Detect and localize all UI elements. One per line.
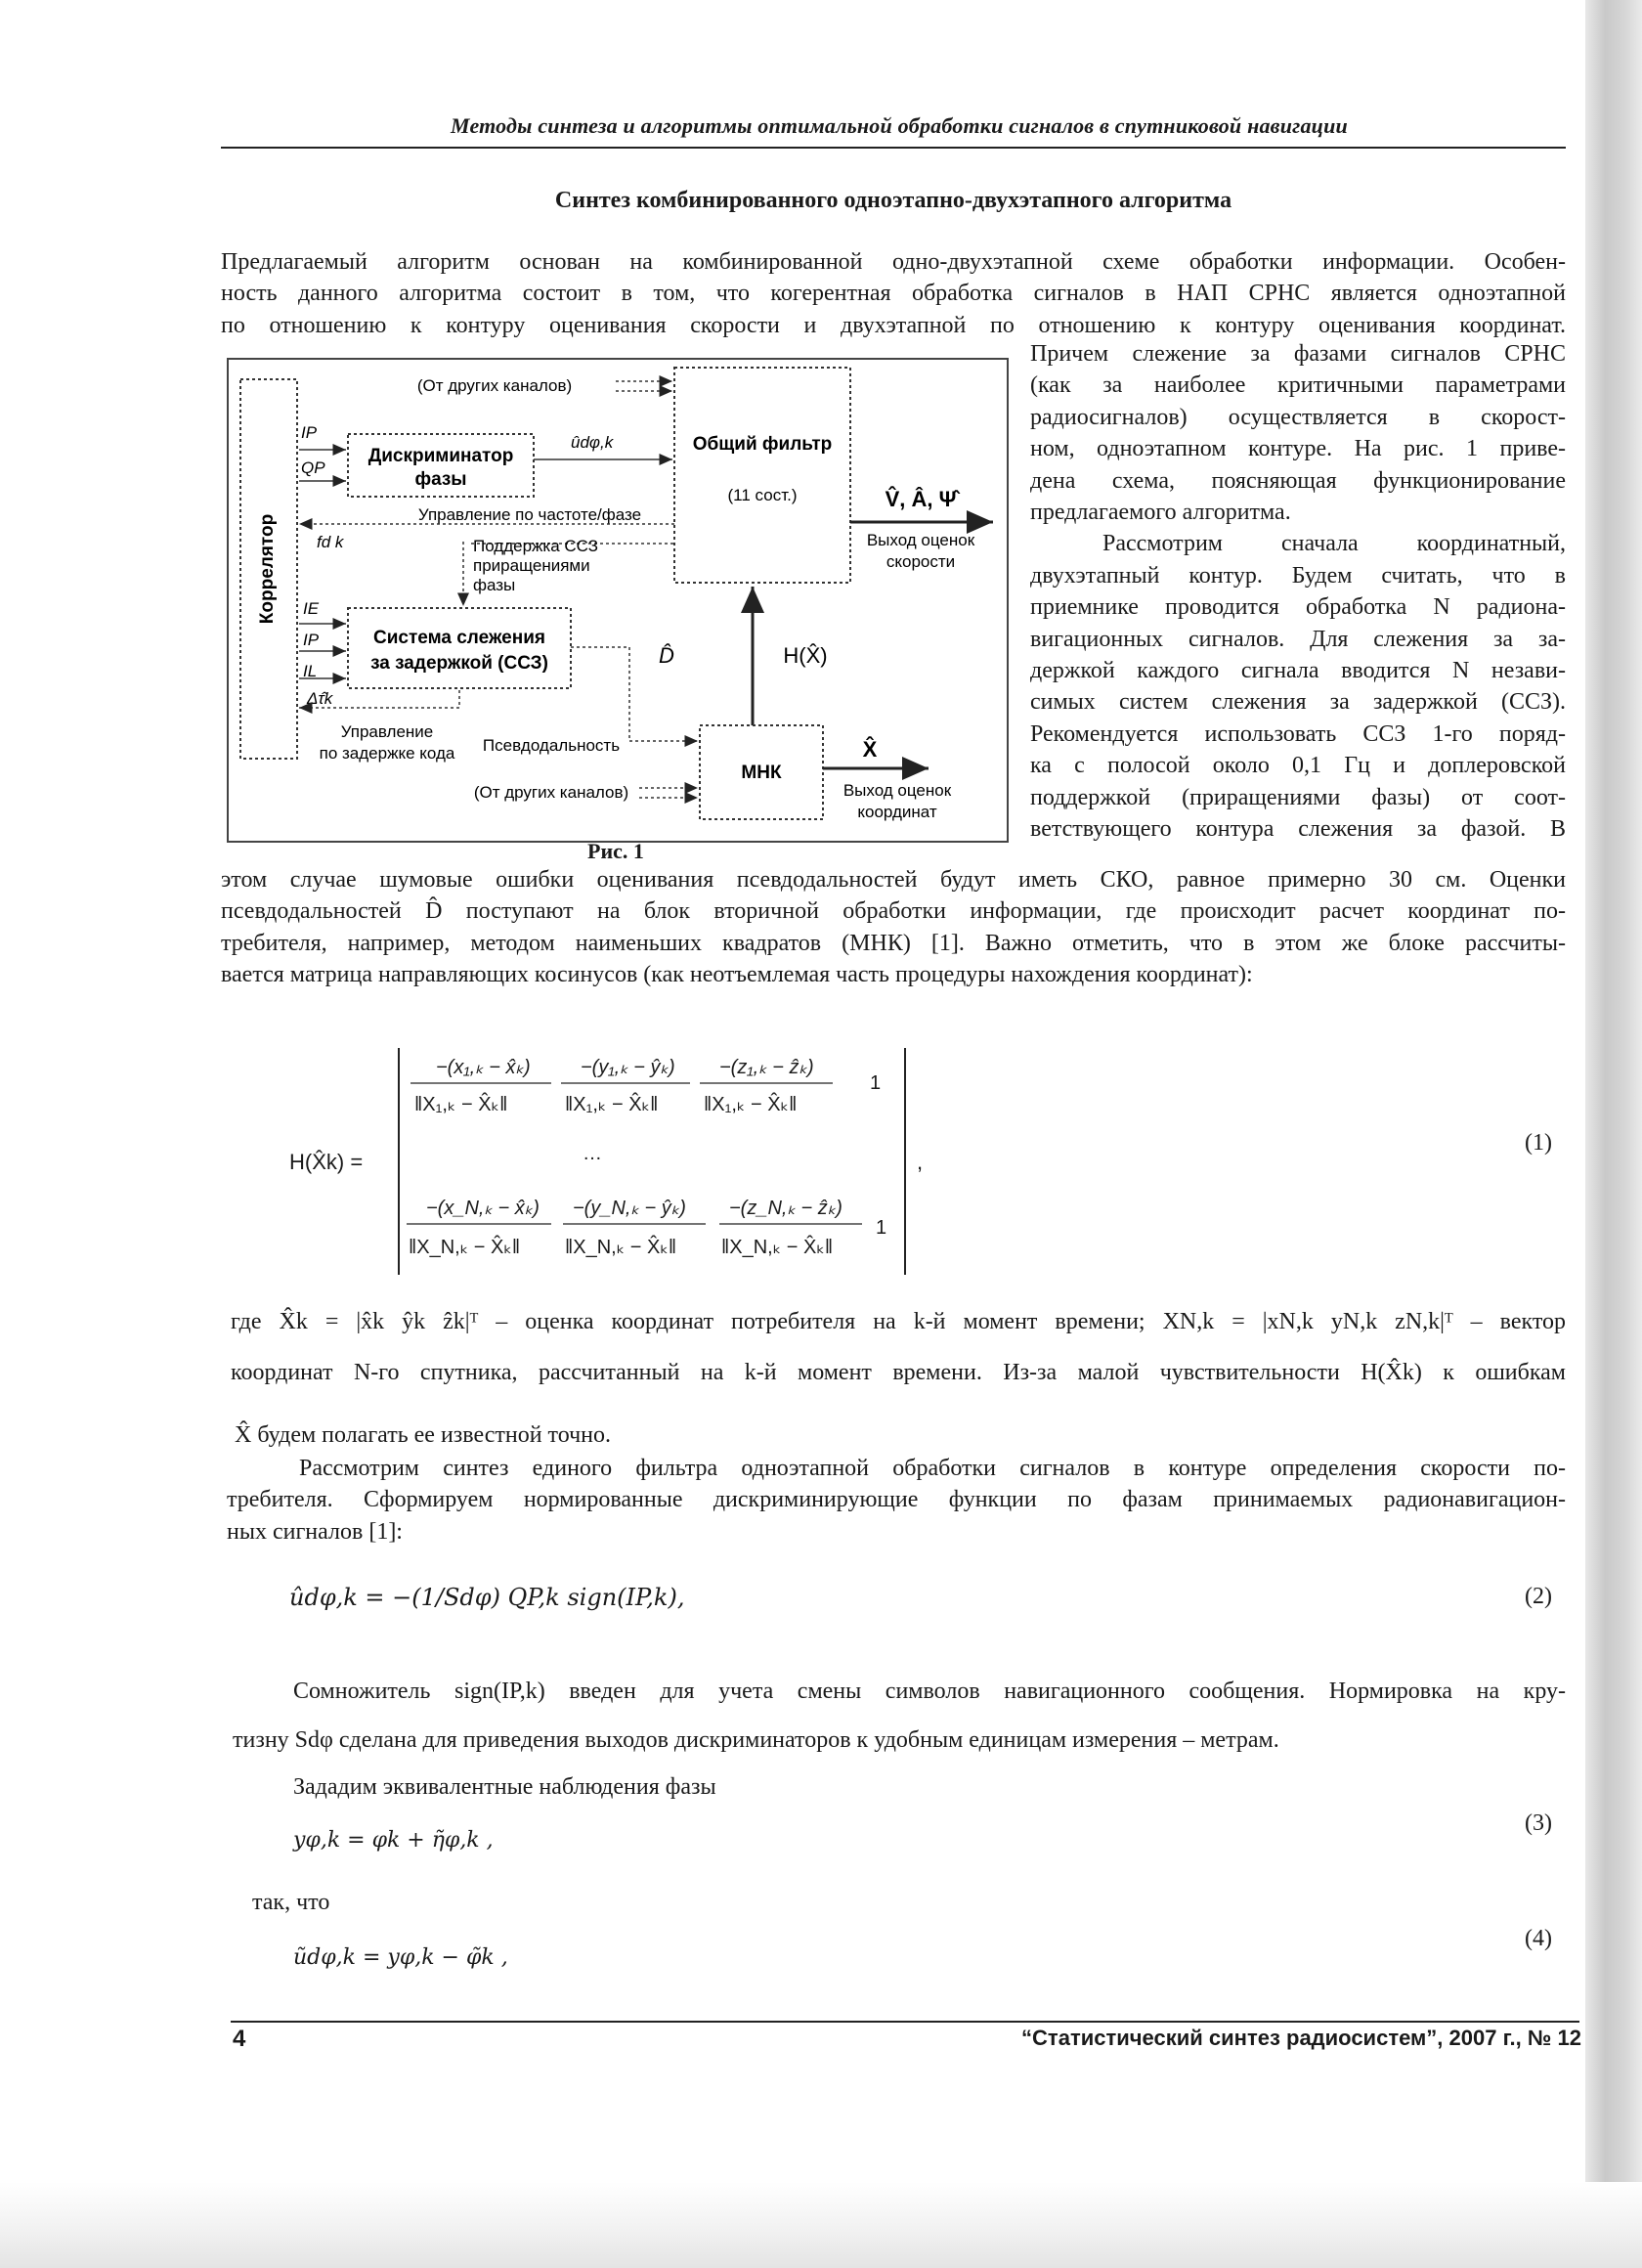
paragraph-5: Зададим эквивалентные наблюдения фазы bbox=[293, 1774, 716, 1800]
figure-1 bbox=[227, 358, 1009, 843]
dll-block bbox=[348, 608, 571, 688]
dll-label-1: Система слежения bbox=[373, 628, 545, 648]
text-line: Рассмотрим синтез единого фильтра одноэтапной обработки сигналов в контуре определения скорости по- bbox=[299, 1456, 1566, 1481]
freq-phase-control: Управление по частоте/фазе bbox=[417, 505, 642, 524]
velocity-outputs: V̂, Â, Ψ̂ bbox=[885, 487, 957, 511]
common-filter-title: Общий фильтр bbox=[692, 434, 833, 455]
ie-label: IE bbox=[303, 599, 320, 618]
text-line: этом случае шумовые ошибки оценивания псевдодальностей будут иметь СКО, равное примерно 30 см. Оценки bbox=[221, 867, 1566, 893]
coord-output-1: Выход оценок bbox=[843, 781, 952, 800]
header-rule bbox=[221, 147, 1566, 149]
where-line-1: где X̂k = |x̂k ŷk ẑk|ᵀ – оценка координат потребителя на k-й момент времени; XN,k = |xN,k yN,k zN,k|ᵀ – вектор bbox=[231, 1309, 1566, 1334]
text-line: ка с полосой около 0,1 Гц и доплеровской bbox=[1030, 753, 1566, 779]
svg-text:‖X₁,ₖ − X̂ₖ‖: ‖X₁,ₖ − X̂ₖ‖ bbox=[414, 1094, 508, 1115]
svg-text:‖X_N,ₖ − X̂ₖ‖: ‖X_N,ₖ − X̂ₖ‖ bbox=[565, 1237, 677, 1258]
paragraph-4-line-1: Сомножитель sign(IP,k) введен для учета смены символов навигационного сообщения. Нормировка на кру- bbox=[293, 1679, 1566, 1704]
dll-label-2: за задержкой (ССЗ) bbox=[370, 653, 548, 674]
dll-support-3: фазы bbox=[473, 576, 516, 594]
block-diagram bbox=[229, 360, 1007, 841]
svg-text:−(y_N,ₖ − ŷₖ): −(y_N,ₖ − ŷₖ) bbox=[573, 1198, 686, 1219]
svg-text:,: , bbox=[917, 1150, 924, 1174]
text-line: вается матрица направляющих косинусов (как неотъемлемая часть процедуры нахождения координат): bbox=[221, 962, 1253, 988]
equation-2: ûdφ,k = −(1/Sdφ) QP,k sign(IP,k), bbox=[289, 1584, 685, 1611]
svg-text:1: 1 bbox=[870, 1072, 882, 1094]
so-that: так, что bbox=[252, 1890, 330, 1915]
discriminator-label-2: фазы bbox=[414, 469, 467, 490]
svg-text:−(x_N,ₖ − x̂ₖ): −(x_N,ₖ − x̂ₖ) bbox=[426, 1198, 540, 1219]
text-line: псевдодальностей D̂ поступают на блок вторичной обработки информации, где происходит расчет координат по- bbox=[221, 898, 1566, 925]
ip2-label: IP bbox=[303, 631, 320, 649]
text-line: держкой каждого сигнала вводится N незави- bbox=[1030, 658, 1566, 684]
intro-line: Предлагаемый алгоритм основан на комбинированной одно-двухэтапной схеме обработки информации. Особен- bbox=[221, 249, 1566, 275]
text-line: требителя. Сформируем нормированные дискриминирующие функции по фазам принимаемых радионавигацион- bbox=[227, 1487, 1566, 1513]
eq3-number: (3) bbox=[1525, 1810, 1552, 1836]
mnk-label: МНК bbox=[741, 763, 782, 783]
common-filter-sub: (11 сост.) bbox=[727, 486, 798, 504]
intro-line: ность данного алгоритма состоит в том, что когерентная обработка сигналов в НАП СРНС является одноэтапной bbox=[221, 281, 1566, 307]
from-other-bottom: (От других каналов) bbox=[473, 783, 629, 802]
text-line: Причем слежение за фазами сигналов СРНС bbox=[1030, 341, 1566, 367]
text-line: (как за наиболее критичными параметрами bbox=[1030, 372, 1566, 399]
d-hat-label: D̂ bbox=[659, 643, 674, 668]
svg-text:‖X₁,ₖ − X̂ₖ‖: ‖X₁,ₖ − X̂ₖ‖ bbox=[704, 1094, 798, 1115]
code-delay-1: Управление bbox=[340, 722, 434, 741]
text-line: вигационных сигналов. Для слежения за за- bbox=[1030, 626, 1566, 652]
section-title: Синтез комбинированного одноэтапно-двухэтапного алгоритма bbox=[554, 188, 1232, 213]
text-line: симых систем слежения за задержкой (ССЗ). bbox=[1030, 689, 1566, 716]
figure-caption: Рис. 1 bbox=[587, 839, 644, 863]
x-hat-label: X̂ bbox=[862, 737, 878, 762]
equation-1-matrix bbox=[289, 1040, 993, 1283]
from-other-top: (От других каналов) bbox=[416, 376, 573, 395]
text-line: требителя, например, методом наименьших квадратов (МНК) [1]. Важно отметить, что в этом же блоке рассчиты- bbox=[221, 930, 1566, 956]
dtau-label: Δτ̂k bbox=[307, 689, 333, 708]
running-head: Методы синтеза и алгоритмы оптимальной обработки сигналов в спутниковой навигации bbox=[451, 113, 1348, 138]
eq1-lhs: H(X̂k) = bbox=[289, 1150, 364, 1174]
text-line: Рассмотрим сначала координатный, bbox=[1102, 531, 1566, 557]
text-line: Рекомендуется использовать ССЗ 1-го поряд- bbox=[1030, 720, 1566, 747]
intro-paragraph bbox=[221, 246, 1566, 341]
ip-label: IP bbox=[301, 423, 318, 442]
paragraph-2 bbox=[221, 864, 1566, 991]
scan-edge bbox=[1585, 0, 1642, 2268]
coord-output-2: координат bbox=[857, 803, 937, 821]
eq1-dots: … bbox=[583, 1143, 602, 1164]
paragraph-4-line-2: тизну Sdφ сделана для приведения выходов дискриминаторов к удобным единицам измерения – метрам. bbox=[233, 1727, 1279, 1753]
dll-support-1: Поддержка ССЗ bbox=[473, 537, 599, 555]
text-line: ветствующего контура слежения за фазой. В bbox=[1030, 816, 1566, 843]
eq1-number: (1) bbox=[1525, 1130, 1552, 1156]
paragraph-3 bbox=[227, 1453, 1566, 1548]
velocity-output-2: скорости bbox=[886, 552, 956, 571]
text-line: ных сигналов [1]: bbox=[227, 1518, 403, 1545]
intro-line: по отношению к контуру оценивания скорости и двухэтапной по отношению к контуру оценивания координат. bbox=[221, 312, 1566, 338]
eq2-number: (2) bbox=[1525, 1584, 1552, 1609]
where-line-2: координат N-го спутника, рассчитанный на k-й момент времени. Из-за малой чувствительности H(X̂k) к ошибкам bbox=[231, 1360, 1566, 1385]
text-line: приемнике проводится обработка N радиона- bbox=[1030, 594, 1566, 621]
page-number: 4 bbox=[233, 2026, 246, 2052]
equation-3: yφ,k = φk + η̃φ,k , bbox=[293, 1828, 494, 1853]
il-label: IL bbox=[303, 662, 318, 680]
correlator-label: Коррелятор bbox=[257, 513, 278, 625]
discriminator-label-1: Дискриминатор bbox=[367, 446, 514, 466]
svg-text:‖X_N,ₖ − X̂ₖ‖: ‖X_N,ₖ − X̂ₖ‖ bbox=[409, 1237, 521, 1258]
svg-text:‖X₁,ₖ − X̂ₖ‖: ‖X₁,ₖ − X̂ₖ‖ bbox=[565, 1094, 659, 1115]
svg-text:‖X_N,ₖ − X̂ₖ‖: ‖X_N,ₖ − X̂ₖ‖ bbox=[721, 1237, 834, 1258]
svg-text:−(x₁,ₖ − x̂ₖ): −(x₁,ₖ − x̂ₖ) bbox=[436, 1057, 531, 1078]
right-column-text bbox=[1030, 338, 1566, 846]
pseudorange-label: Псевдодальность bbox=[482, 736, 621, 755]
qp-label: QP bbox=[301, 458, 325, 477]
svg-text:−(z₁,ₖ − ẑₖ): −(z₁,ₖ − ẑₖ) bbox=[719, 1057, 814, 1078]
velocity-output-1: Выход оценок bbox=[866, 531, 975, 549]
u-label: ûdφ,k bbox=[571, 433, 614, 452]
svg-text:1: 1 bbox=[876, 1217, 887, 1239]
common-filter-block bbox=[674, 368, 850, 583]
svg-text:−(y₁,ₖ − ŷₖ): −(y₁,ₖ − ŷₖ) bbox=[581, 1057, 675, 1078]
h-matrix-label: H(X̂) bbox=[783, 643, 828, 668]
text-line: дена схема, поясняющая функционирование bbox=[1030, 467, 1566, 494]
text-line: радиосигналов) осуществляется в скорост- bbox=[1030, 404, 1566, 430]
where-line-3: X̂ будем полагать ее известной точно. bbox=[235, 1422, 611, 1448]
equation-1 bbox=[289, 1040, 993, 1283]
footer-rule bbox=[231, 2021, 1579, 2023]
dll-support-2: приращениями bbox=[473, 556, 590, 575]
equation-4: ũdφ,k = yφ,k − φ̃k , bbox=[293, 1945, 508, 1970]
eq4-number: (4) bbox=[1525, 1926, 1552, 1951]
text-line: двухэтапный контур. Будем считать, что в bbox=[1030, 562, 1566, 589]
text-line: ном, одноэтапном контуре. На рис. 1 приве- bbox=[1030, 436, 1566, 462]
svg-text:−(z_N,ₖ − ẑₖ): −(z_N,ₖ − ẑₖ) bbox=[729, 1198, 843, 1219]
journal-footer: “Статистический синтез радиосистем”, 2007 г., № 12 bbox=[1021, 2026, 1581, 2050]
scan-shadow bbox=[0, 2182, 1642, 2268]
fd-label: fd k bbox=[317, 533, 344, 551]
text-line: поддержкой (приращениями фазы) от соот- bbox=[1030, 784, 1566, 810]
code-delay-2: по задержке кода bbox=[319, 744, 455, 763]
text-line: предлагаемого алгоритма. bbox=[1030, 500, 1291, 526]
